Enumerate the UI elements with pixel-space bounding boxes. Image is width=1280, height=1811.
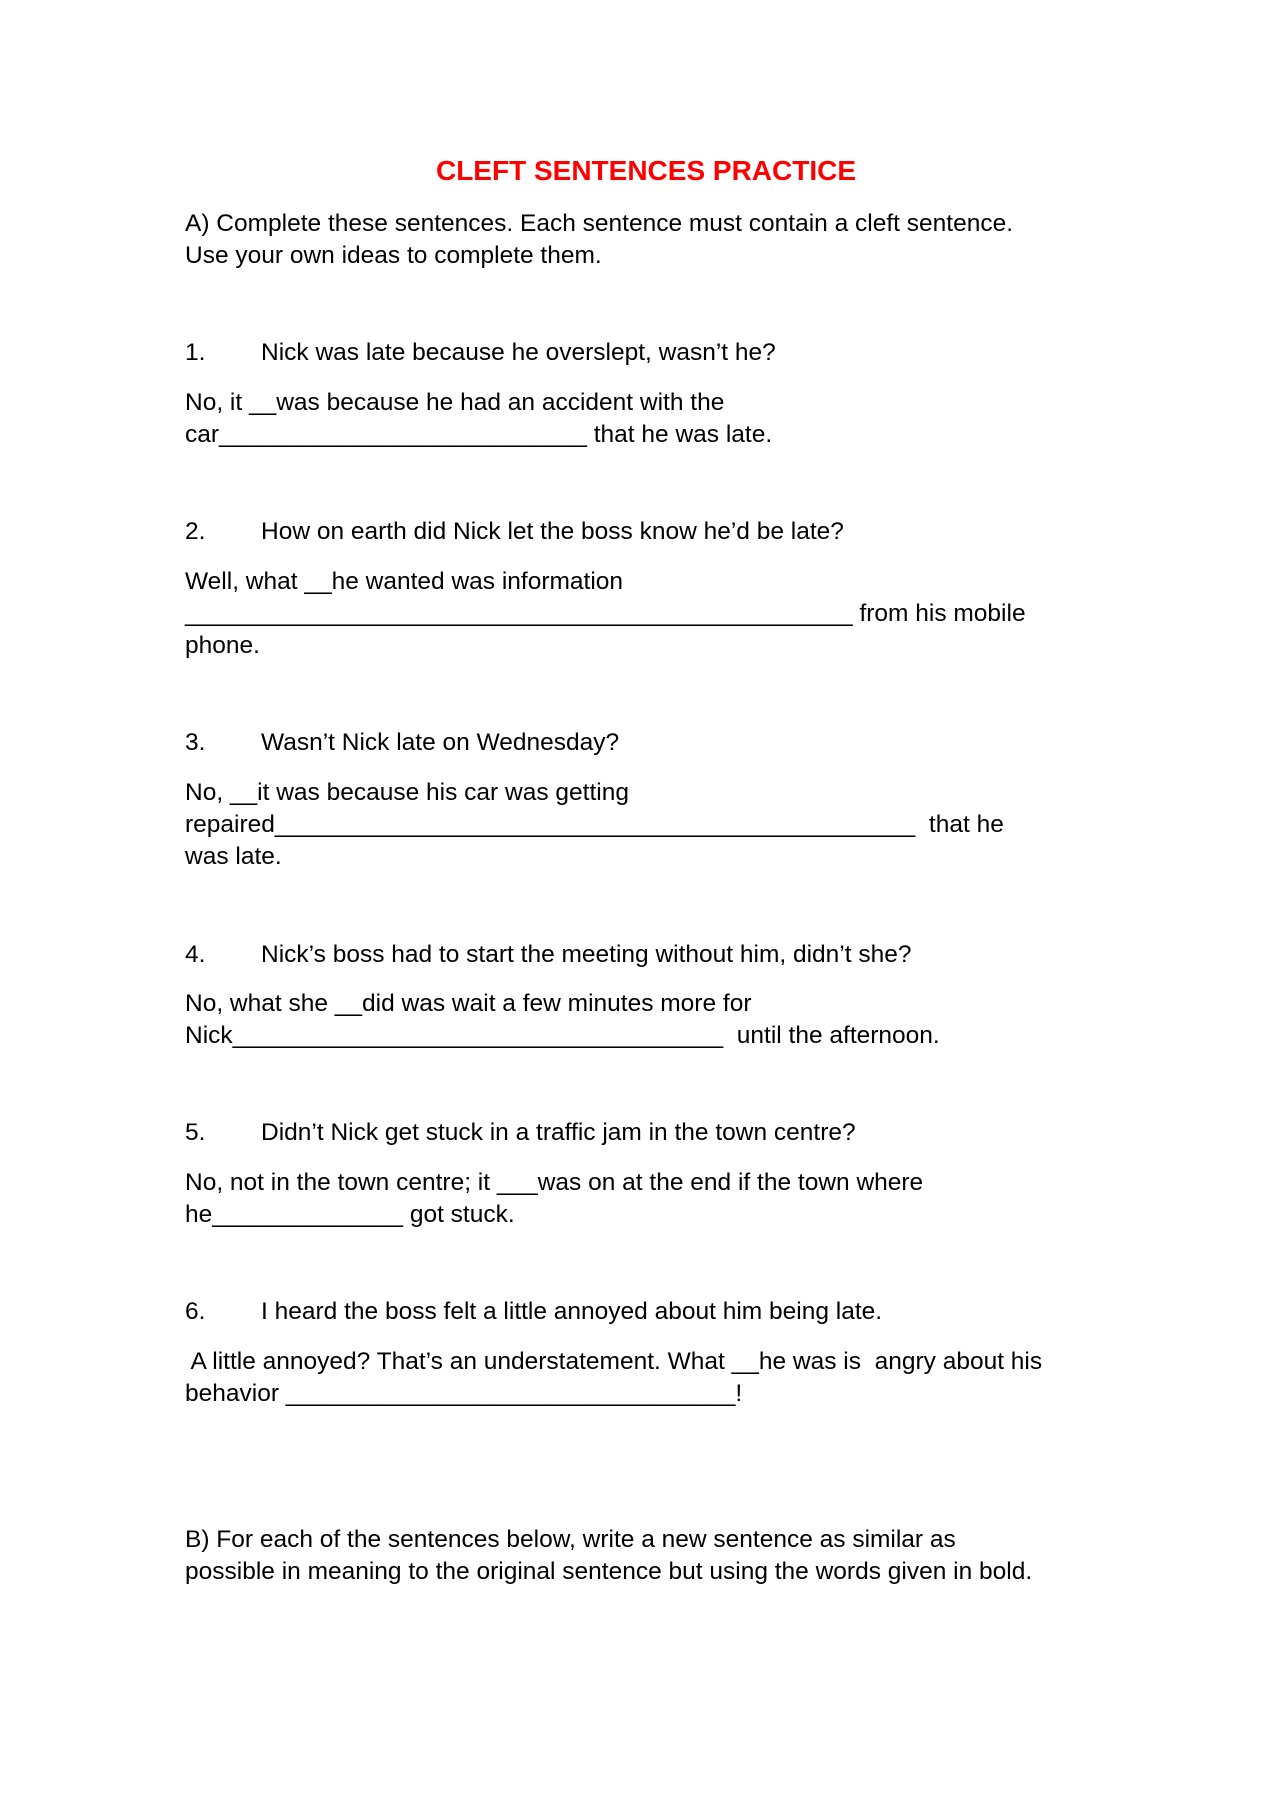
item-5-question: Didn’t Nick get stuck in a traffic jam in the town centre? — [261, 1119, 856, 1146]
item-6-question: I heard the boss felt a little annoyed about him being late. — [261, 1298, 883, 1325]
item-2-question: How on earth did Nick let the boss know he’d be late? — [261, 518, 844, 545]
item-1-answer-line-1: No, it __was because he had an accident with the — [185, 389, 725, 416]
section-b-instruction-line-1: B) For each of the sentences below, write a new sentence as similar as — [185, 1526, 956, 1553]
item-3-answer-line-3: was late. — [185, 843, 282, 870]
item-1-question: Nick was late because he overslept, wasn’t he? — [261, 339, 776, 366]
section-a-instruction-line-2: Use your own ideas to complete them. — [185, 242, 602, 269]
item-4-number: 4. — [185, 941, 206, 968]
item-6-answer-line-1: A little annoyed? That’s an understatement. What __he was is angry about his — [185, 1348, 1043, 1375]
item-2-answer-line-1: Well, what __he wanted was information — [185, 568, 624, 595]
item-3-answer-line-2: repaired_______________________________________________ that he — [185, 811, 1004, 838]
item-1-number: 1. — [185, 339, 206, 366]
item-3-number: 3. — [185, 729, 206, 756]
item-6-answer-line-2: behavior _________________________________! — [185, 1380, 743, 1407]
item-4-answer-line-1: No, what she __did was wait a few minutes more for — [185, 990, 752, 1017]
item-2-number: 2. — [185, 518, 206, 545]
item-4-answer-line-2: Nick____________________________________ until the afternoon. — [185, 1022, 940, 1049]
item-2-answer-line-3: phone. — [185, 632, 260, 659]
page-title: CLEFT SENTENCES PRACTICE — [435, 155, 857, 186]
item-6-number: 6. — [185, 1298, 206, 1325]
item-5-answer-line-2: he______________ got stuck. — [185, 1201, 515, 1228]
item-1-answer-line-2: car___________________________ that he was late. — [185, 421, 773, 448]
item-5-answer-line-1: No, not in the town centre; it ___was on at the end if the town where — [185, 1169, 924, 1196]
item-3-answer-line-1: No, __it was because his car was getting — [185, 779, 629, 806]
section-b-instruction-line-2: possible in meaning to the original sentence but using the words given in bold. — [185, 1558, 1033, 1585]
item-4-question: Nick’s boss had to start the meeting without him, didn’t she? — [261, 941, 912, 968]
item-3-question: Wasn’t Nick late on Wednesday? — [261, 729, 620, 756]
section-a-instruction-line-1: A) Complete these sentences. Each sentence must contain a cleft sentence. — [185, 210, 1014, 237]
item-2-answer-line-2: _________________________________________________ from his mobile — [185, 600, 1026, 627]
item-5-number: 5. — [185, 1119, 206, 1146]
